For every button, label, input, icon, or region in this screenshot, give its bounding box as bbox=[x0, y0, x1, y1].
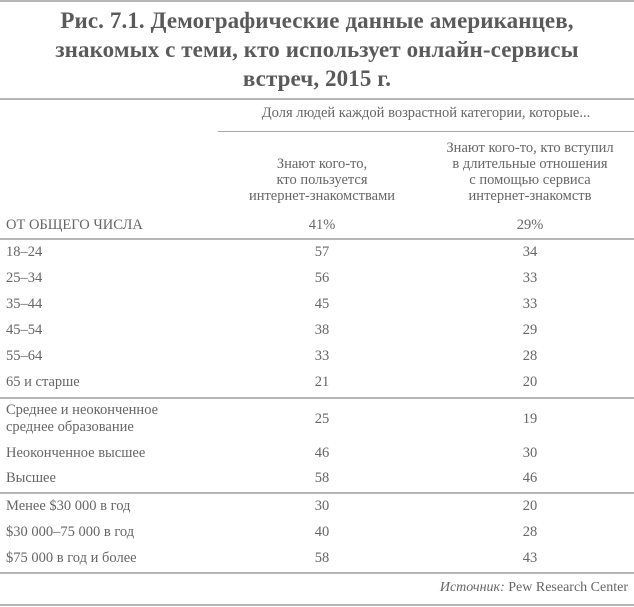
table-row bbox=[0, 270, 634, 294]
column-header-2-line: с помощью сервиса bbox=[469, 172, 591, 188]
row-label: $30 000–75 000 в год bbox=[6, 524, 135, 540]
table-row bbox=[0, 296, 634, 320]
top-border bbox=[0, 0, 634, 2]
source-text: Pew Research Center bbox=[508, 580, 628, 595]
source-note bbox=[440, 580, 628, 596]
value-col-2: 30 bbox=[522, 445, 538, 461]
value-col-1: 56 bbox=[314, 270, 330, 286]
value-col-1: 25 bbox=[314, 411, 330, 427]
header-rule bbox=[0, 98, 634, 100]
column-header-2-line: интернет-знакомств bbox=[468, 188, 592, 204]
super-header-rule bbox=[218, 131, 634, 132]
value-col-2: 43 bbox=[522, 550, 538, 566]
row-label: 65 и старше bbox=[6, 374, 80, 390]
section-rule bbox=[0, 238, 634, 240]
row-label: 55–64 bbox=[6, 348, 43, 364]
row-label: $75 000 в год и более bbox=[6, 550, 137, 566]
row-label: Неоконченное высшее bbox=[6, 445, 146, 461]
value-col-2: 28 bbox=[522, 348, 538, 364]
row-label: Менее $30 000 в год bbox=[6, 498, 131, 514]
table-row bbox=[0, 550, 634, 574]
table-row bbox=[0, 498, 634, 522]
value-col-2: 46 bbox=[522, 470, 538, 486]
row-label-line: Среднее и неоконченное bbox=[6, 402, 159, 418]
value-col-1: 58 bbox=[314, 470, 330, 486]
table-row bbox=[0, 470, 634, 494]
value-col-2: 33 bbox=[522, 270, 538, 286]
table-row bbox=[0, 524, 634, 548]
table-row bbox=[0, 402, 634, 438]
row-label: Высшее bbox=[6, 470, 56, 486]
row-label: 35–44 bbox=[6, 296, 43, 312]
figure-title bbox=[0, 6, 634, 93]
value-col-1: 30 bbox=[314, 498, 330, 514]
row-label-line: среднее образование bbox=[6, 419, 134, 435]
value-col-2: 29% bbox=[516, 217, 544, 233]
table-row bbox=[0, 244, 634, 268]
value-col-2: 29 bbox=[522, 322, 538, 338]
table-row bbox=[0, 445, 634, 469]
column-header-1-line: кто пользуется bbox=[276, 172, 368, 188]
value-col-2: 20 bbox=[522, 374, 538, 390]
value-col-1: 58 bbox=[314, 550, 330, 566]
column-header-2-line: в длительные отношения bbox=[452, 156, 608, 172]
column-header-2 bbox=[424, 140, 634, 204]
value-col-2: 34 bbox=[522, 244, 538, 260]
table-row bbox=[0, 374, 634, 398]
value-col-1: 57 bbox=[314, 244, 330, 260]
title-line-2: знакомых с теми, кто использует онлайн-сервисы bbox=[55, 37, 579, 62]
row-label: ОТ ОБЩЕГО ЧИСЛА bbox=[6, 217, 143, 233]
column-header-1-line: интернет-знакомствами bbox=[248, 188, 396, 204]
value-col-1: 41% bbox=[308, 217, 336, 233]
value-col-1: 46 bbox=[314, 445, 330, 461]
title-line-1: Рис. 7.1. Демографические данные американцев, bbox=[60, 8, 574, 33]
value-col-1: 40 bbox=[314, 524, 330, 540]
row-label bbox=[6, 402, 158, 436]
title-line-3: встреч, 2015 г. bbox=[242, 66, 392, 91]
super-header: Доля людей каждой возрастной категории, которые... bbox=[261, 105, 591, 121]
value-col-2: 28 bbox=[522, 524, 538, 540]
column-header-1-line: Знают кого-то, bbox=[276, 156, 368, 172]
section-rule bbox=[0, 492, 634, 494]
value-col-2: 33 bbox=[522, 296, 538, 312]
value-col-1: 45 bbox=[314, 296, 330, 312]
source-prefix: Источник: bbox=[439, 580, 505, 595]
value-col-1: 33 bbox=[314, 348, 330, 364]
value-col-1: 38 bbox=[314, 322, 330, 338]
bottom-border bbox=[0, 604, 634, 606]
table-row bbox=[0, 322, 634, 346]
column-header-1 bbox=[222, 156, 422, 204]
row-label: 18–24 bbox=[6, 244, 43, 260]
value-col-2: 19 bbox=[522, 411, 538, 427]
section-rule bbox=[0, 397, 634, 399]
table-row bbox=[0, 348, 634, 372]
row-label: 45–54 bbox=[6, 322, 43, 338]
column-header-2-line: Знают кого-то, кто вступил bbox=[446, 140, 614, 156]
value-col-2: 20 bbox=[522, 498, 538, 514]
section-rule bbox=[0, 572, 634, 574]
row-label: 25–34 bbox=[6, 270, 43, 286]
value-col-1: 21 bbox=[314, 374, 330, 390]
